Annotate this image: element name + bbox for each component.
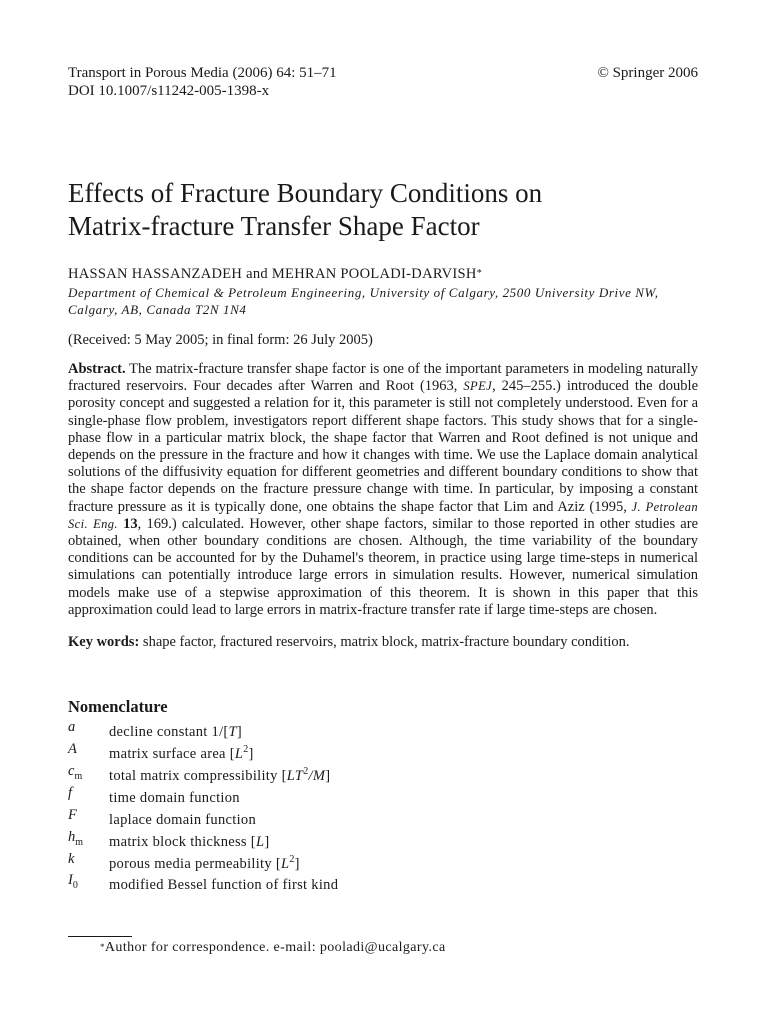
nomenclature-definition: porous media permeability $[L^2]$ xyxy=(109,853,300,872)
affiliation: Department of Chemical & Petroleum Engineering, University of Calgary, 2500 University Drive NW, Calgary, AB, Canada T2N 1N4 xyxy=(68,285,659,317)
abstract-journal-1: SPEJ xyxy=(463,379,493,394)
nomenclature-row xyxy=(68,741,698,763)
nomenclature-definition: matrix surface area $[L^2]$ xyxy=(109,744,254,762)
footnote-mark: * xyxy=(100,942,105,952)
nomenclature-symbol: a xyxy=(68,719,76,736)
nomenclature-definition: decline constant 1/[T] xyxy=(109,724,243,741)
nomenclature-definition: modified Bessel function of first kind xyxy=(109,877,339,894)
keywords-label: Key words: xyxy=(68,634,140,651)
nomenclature-definition: laplace domain function xyxy=(109,811,257,828)
received-dates: (Received: 5 May 2005; in final form: 26 July 2005) xyxy=(68,332,373,348)
nomenclature-definition: total matrix compressibility $[LT^2/M]$ xyxy=(109,766,331,784)
nomenclature-row xyxy=(68,807,698,829)
paper-page xyxy=(68,64,698,894)
abstract-text-1: The matrix-fracture transfer shape factor is one of the important parameters in modeling naturally fractured reservoirs. Four decades after Warren and Root (1963, xyxy=(68,361,698,395)
keywords-text: shape factor, fractured reservoirs, matrix block, matrix-fracture boundary condition. xyxy=(139,634,630,651)
authors xyxy=(68,265,698,283)
nomenclature-row xyxy=(68,719,698,741)
footnote-rule xyxy=(68,936,132,937)
abstract-label: Abstract. xyxy=(68,361,126,377)
nomenclature-row xyxy=(68,851,698,873)
footnote-text: Author for correspondence. e-mail: pooladi@ucalgary.ca xyxy=(104,940,446,955)
abstract-text-2: , 245–255.) introduced the double porosity concept and suggested a relation for it, this parameter is still not completely understood. Even for a single-phase flow problem, investigators report different shape factors. This study shows that for a single-phase flow in a particular matrix block, the shape factor that Warren and Root defined is not unique and depends on the pressure in the fracture and how it changes with time. We use the Laplace domain analytical solutions of the diffusivity equation for different geometries and different boundary conditions to show that the shape factor depends on the fracture pressure change with time. In particular, by imposing a constant fracture pressure as it is typically done, one obtains the shape factor that Lim and Aziz (1995, xyxy=(68,378,699,515)
title-line-1: Effects of Fracture Boundary Conditions on xyxy=(68,178,543,208)
nomenclature-symbol: k xyxy=(68,850,75,867)
nomenclature-title: Nomenclature xyxy=(68,697,168,717)
abstract-journal-2: J. Petrolean Sci. Eng. xyxy=(68,499,698,531)
nomenclature-row xyxy=(68,829,698,851)
title-line-2: Matrix-fracture Transfer Shape Factor xyxy=(68,211,480,241)
footnote xyxy=(100,939,446,956)
journal-citation: Transport in Porous Media (2006) 64: 51–71 xyxy=(68,65,337,81)
author-mark: * xyxy=(476,268,482,279)
running-header xyxy=(68,64,698,82)
doi: DOI 10.1007/s11242-005-1398-x xyxy=(68,83,270,99)
nomenclature-definition: matrix block thickness [L] xyxy=(109,833,270,850)
abstract-volume: 13 xyxy=(123,515,138,532)
nomenclature-row xyxy=(68,785,698,807)
nomenclature-symbol: $I_0$ xyxy=(68,872,78,892)
nomenclature-symbol: f xyxy=(68,784,73,801)
nomenclature-symbol: $c_m$ xyxy=(68,763,83,782)
abstract-text-3: , 169.) calculated. However, other shape factors, similar to those reported in other studies are obtained, when other boundary conditions are chosen. Although, the time variability of the boundary conditions can be accounted for by the Duhamel's theorem, in practice using large time-steps in numerical simulations can potentially introduce large errors in simulation results. However, numerical simulation models make use of a stepwise approximation of this theorem. It is shown in this paper that this approximation could lead to large errors in matrix-fracture transfer rate if large time-steps are chosen. xyxy=(68,515,699,618)
nomenclature-list xyxy=(68,719,698,894)
nomenclature-row xyxy=(68,872,698,894)
nomenclature-symbol: F xyxy=(68,806,77,823)
abstract xyxy=(68,361,698,619)
keywords xyxy=(68,634,698,651)
nomenclature-definition: time domain function xyxy=(109,789,240,806)
nomenclature-row xyxy=(68,763,698,785)
author-names: HASSAN HASSANZADEH and MEHRAN POOLADI-DARVISH xyxy=(68,266,477,282)
nomenclature-symbol: A xyxy=(68,741,77,758)
nomenclature-symbol: $h_m$ xyxy=(68,828,84,848)
paper-title xyxy=(68,177,698,243)
copyright: © Springer 2006 xyxy=(597,65,698,81)
